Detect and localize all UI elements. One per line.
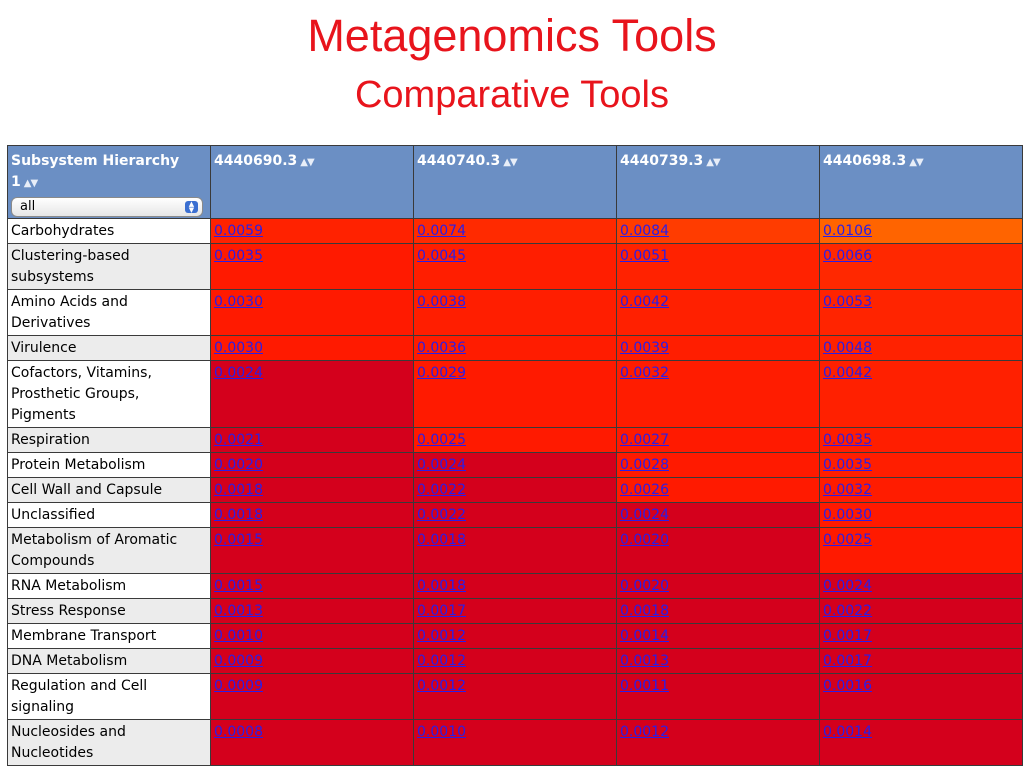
abundance-cell <box>617 503 820 528</box>
abundance-cell <box>617 624 820 649</box>
abundance-cell <box>211 720 414 766</box>
comparative-table <box>7 145 1023 766</box>
abundance-link[interactable]: 0.0010 <box>214 628 263 644</box>
subsystem-label: Cell Wall and Capsule <box>8 478 211 503</box>
abundance-cell <box>211 290 414 336</box>
abundance-cell <box>820 219 1023 244</box>
header-sample-id: 4440739.3 <box>620 153 704 169</box>
header-sample-id: 4440740.3 <box>417 153 501 169</box>
subsystem-label: Nucleosides and Nucleotides <box>8 720 211 766</box>
select-value: all <box>20 199 36 214</box>
abundance-link[interactable]: 0.0017 <box>823 628 872 644</box>
abundance-cell <box>820 290 1023 336</box>
select-arrows-icon: ▲ ▼ <box>185 201 198 213</box>
abundance-cell <box>414 453 617 478</box>
abundance-link[interactable]: 0.0024 <box>823 578 872 594</box>
abundance-cell <box>211 674 414 720</box>
abundance-link[interactable]: 0.0059 <box>214 223 263 239</box>
abundance-cell <box>617 720 820 766</box>
abundance-cell <box>414 336 617 361</box>
table-row <box>8 219 1023 244</box>
abundance-cell <box>617 361 820 428</box>
abundance-cell <box>617 674 820 720</box>
subsystem-label: Clustering-based subsystems <box>8 244 211 290</box>
abundance-cell <box>617 478 820 503</box>
slide-subtitle: Comparative Tools <box>354 74 669 116</box>
abundance-cell <box>211 336 414 361</box>
subsystem-label: Stress Response <box>8 599 211 624</box>
subsystem-label: RNA Metabolism <box>8 574 211 599</box>
abundance-link[interactable]: 0.0012 <box>417 628 466 644</box>
abundance-link[interactable]: 0.0014 <box>620 628 669 644</box>
abundance-cell <box>211 428 414 453</box>
table-row <box>8 528 1023 574</box>
abundance-cell <box>414 428 617 453</box>
abundance-link[interactable]: 0.0053 <box>823 294 872 310</box>
abundance-link[interactable]: 0.0015 <box>214 578 263 594</box>
abundance-cell <box>820 244 1023 290</box>
abundance-link[interactable]: 0.0048 <box>823 340 872 356</box>
abundance-link[interactable]: 0.0009 <box>214 653 263 669</box>
abundance-cell <box>820 428 1023 453</box>
abundance-link[interactable]: 0.0045 <box>417 248 466 264</box>
abundance-link[interactable]: 0.0008 <box>214 724 263 740</box>
abundance-link[interactable]: 0.0032 <box>823 482 872 498</box>
header-sample-id: 4440698.3 <box>823 153 907 169</box>
abundance-cell <box>414 244 617 290</box>
subsystem-label: Carbohydrates <box>8 219 211 244</box>
abundance-link[interactable]: 0.0014 <box>823 724 872 740</box>
abundance-cell <box>414 503 617 528</box>
abundance-link[interactable]: 0.0016 <box>823 678 872 694</box>
table-row <box>8 478 1023 503</box>
abundance-cell <box>820 624 1023 649</box>
table-row <box>8 453 1023 478</box>
abundance-cell <box>820 478 1023 503</box>
abundance-link[interactable]: 0.0013 <box>214 603 263 619</box>
abundance-cell <box>617 428 820 453</box>
abundance-link[interactable]: 0.0024 <box>417 457 466 473</box>
abundance-cell <box>820 336 1023 361</box>
table-row <box>8 624 1023 649</box>
abundance-cell <box>211 478 414 503</box>
abundance-link[interactable]: 0.0084 <box>620 223 669 239</box>
subsystem-label: Unclassified <box>8 503 211 528</box>
table-row <box>8 290 1023 336</box>
abundance-cell <box>414 290 617 336</box>
header-label: Subsystem Hierarchy 1 <box>11 153 180 190</box>
abundance-link[interactable]: 0.0022 <box>417 482 466 498</box>
header-sample-col[interactable] <box>820 146 1023 219</box>
abundance-link[interactable]: 0.0035 <box>823 432 872 448</box>
abundance-link[interactable]: 0.0029 <box>417 365 466 381</box>
table-row <box>8 428 1023 453</box>
table-body <box>8 219 1023 766</box>
abundance-link[interactable]: 0.0024 <box>620 507 669 523</box>
subsystem-label: Regulation and Cell signaling <box>8 674 211 720</box>
abundance-link[interactable]: 0.0028 <box>620 457 669 473</box>
abundance-link[interactable]: 0.0032 <box>620 365 669 381</box>
abundance-link[interactable]: 0.0026 <box>620 482 669 498</box>
subsystem-label: DNA Metabolism <box>8 649 211 674</box>
abundance-link[interactable]: 0.0015 <box>214 532 263 548</box>
table-row <box>8 244 1023 290</box>
abundance-cell <box>414 361 617 428</box>
abundance-cell <box>820 528 1023 574</box>
abundance-cell <box>414 624 617 649</box>
abundance-link[interactable]: 0.0051 <box>620 248 669 264</box>
abundance-cell <box>820 574 1023 599</box>
abundance-cell <box>820 649 1023 674</box>
abundance-link[interactable]: 0.0074 <box>417 223 466 239</box>
abundance-link[interactable]: 0.0022 <box>823 603 872 619</box>
abundance-link[interactable]: 0.0042 <box>620 294 669 310</box>
abundance-link[interactable]: 0.0017 <box>417 603 466 619</box>
abundance-link[interactable]: 0.0010 <box>417 724 466 740</box>
sort-up-down-icon[interactable]: ▲▼ <box>23 178 38 189</box>
abundance-cell <box>211 361 414 428</box>
abundance-cell <box>414 720 617 766</box>
abundance-link[interactable]: 0.0012 <box>417 678 466 694</box>
header-sample-id: 4440690.3 <box>214 153 298 169</box>
table-row <box>8 599 1023 624</box>
header-sample-col[interactable] <box>414 146 617 219</box>
abundance-link[interactable]: 0.0021 <box>214 432 263 448</box>
subsystem-label: Amino Acids and Derivatives <box>8 290 211 336</box>
abundance-link[interactable]: 0.0012 <box>417 653 466 669</box>
abundance-cell <box>820 453 1023 478</box>
abundance-link[interactable]: 0.0025 <box>823 532 872 548</box>
abundance-link[interactable]: 0.0030 <box>214 294 263 310</box>
abundance-link[interactable]: 0.0066 <box>823 248 872 264</box>
abundance-cell <box>211 528 414 574</box>
abundance-cell <box>617 574 820 599</box>
abundance-link[interactable]: 0.0018 <box>417 532 466 548</box>
abundance-link[interactable]: 0.0030 <box>823 507 872 523</box>
abundance-link[interactable]: 0.0017 <box>823 653 872 669</box>
abundance-link[interactable]: 0.0038 <box>417 294 466 310</box>
abundance-link[interactable]: 0.0027 <box>620 432 669 448</box>
abundance-cell <box>211 503 414 528</box>
abundance-link[interactable]: 0.0024 <box>214 365 263 381</box>
abundance-link[interactable]: 0.0036 <box>417 340 466 356</box>
abundance-link[interactable]: 0.0011 <box>620 678 669 694</box>
subsystem-label: Respiration <box>8 428 211 453</box>
abundance-cell <box>617 599 820 624</box>
table-row <box>8 720 1023 766</box>
subsystem-label: Protein Metabolism <box>8 453 211 478</box>
abundance-link[interactable]: 0.0039 <box>620 340 669 356</box>
table-row <box>8 503 1023 528</box>
slide-title: Metagenomics Tools <box>307 10 717 61</box>
abundance-link[interactable]: 0.0012 <box>620 724 669 740</box>
abundance-cell <box>414 599 617 624</box>
abundance-cell <box>211 649 414 674</box>
table-header-row <box>8 146 1023 219</box>
header-sample-col[interactable] <box>617 146 820 219</box>
abundance-cell <box>414 649 617 674</box>
abundance-cell <box>414 528 617 574</box>
abundance-cell <box>211 453 414 478</box>
header-sample-col[interactable] <box>211 146 414 219</box>
sort-up-down-icon[interactable]: ▲▼ <box>503 157 517 168</box>
abundance-link[interactable]: 0.0018 <box>417 578 466 594</box>
subsystem-label: Virulence <box>8 336 211 361</box>
abundance-cell <box>414 219 617 244</box>
abundance-cell <box>617 290 820 336</box>
abundance-cell <box>414 574 617 599</box>
abundance-cell <box>211 244 414 290</box>
table-row <box>8 674 1023 720</box>
abundance-link[interactable]: 0.0013 <box>620 653 669 669</box>
subsystem-label: Metabolism of Aromatic Compounds <box>8 528 211 574</box>
abundance-cell <box>820 599 1023 624</box>
abundance-cell <box>617 528 820 574</box>
hierarchy-filter-select[interactable] <box>11 197 203 217</box>
abundance-link[interactable]: 0.0009 <box>214 678 263 694</box>
table-row <box>8 649 1023 674</box>
abundance-cell <box>211 574 414 599</box>
header-subsystem-hierarchy[interactable] <box>8 146 211 219</box>
abundance-cell <box>211 599 414 624</box>
abundance-link[interactable]: 0.0035 <box>823 457 872 473</box>
abundance-link[interactable]: 0.0018 <box>620 603 669 619</box>
abundance-link[interactable]: 0.0025 <box>417 432 466 448</box>
abundance-cell <box>820 503 1023 528</box>
subsystem-label: Membrane Transport <box>8 624 211 649</box>
abundance-cell <box>617 244 820 290</box>
abundance-link[interactable]: 0.0020 <box>620 578 669 594</box>
abundance-cell <box>211 624 414 649</box>
subsystem-label: Cofactors, Vitamins, Prosthetic Groups, Pigments <box>8 361 211 428</box>
abundance-link[interactable]: 0.0106 <box>823 223 872 239</box>
abundance-cell <box>617 219 820 244</box>
abundance-link[interactable]: 0.0035 <box>214 248 263 264</box>
abundance-cell <box>414 478 617 503</box>
abundance-link[interactable]: 0.0042 <box>823 365 872 381</box>
abundance-link[interactable]: 0.0030 <box>214 340 263 356</box>
abundance-cell <box>820 361 1023 428</box>
abundance-cell <box>617 336 820 361</box>
abundance-cell <box>617 453 820 478</box>
abundance-cell <box>617 649 820 674</box>
sort-up-down-icon[interactable]: ▲▼ <box>909 157 923 168</box>
abundance-link[interactable]: 0.0018 <box>214 507 263 523</box>
table-row <box>8 361 1023 428</box>
table-row <box>8 574 1023 599</box>
abundance-cell <box>211 219 414 244</box>
sort-up-down-icon[interactable]: ▲▼ <box>300 157 314 168</box>
abundance-link[interactable]: 0.0018 <box>214 482 263 498</box>
abundance-cell <box>820 720 1023 766</box>
abundance-cell <box>820 674 1023 720</box>
abundance-link[interactable]: 0.0022 <box>417 507 466 523</box>
abundance-cell <box>414 674 617 720</box>
table-row <box>8 336 1023 361</box>
abundance-link[interactable]: 0.0020 <box>214 457 263 473</box>
sort-up-down-icon[interactable]: ▲▼ <box>706 157 720 168</box>
abundance-link[interactable]: 0.0020 <box>620 532 669 548</box>
